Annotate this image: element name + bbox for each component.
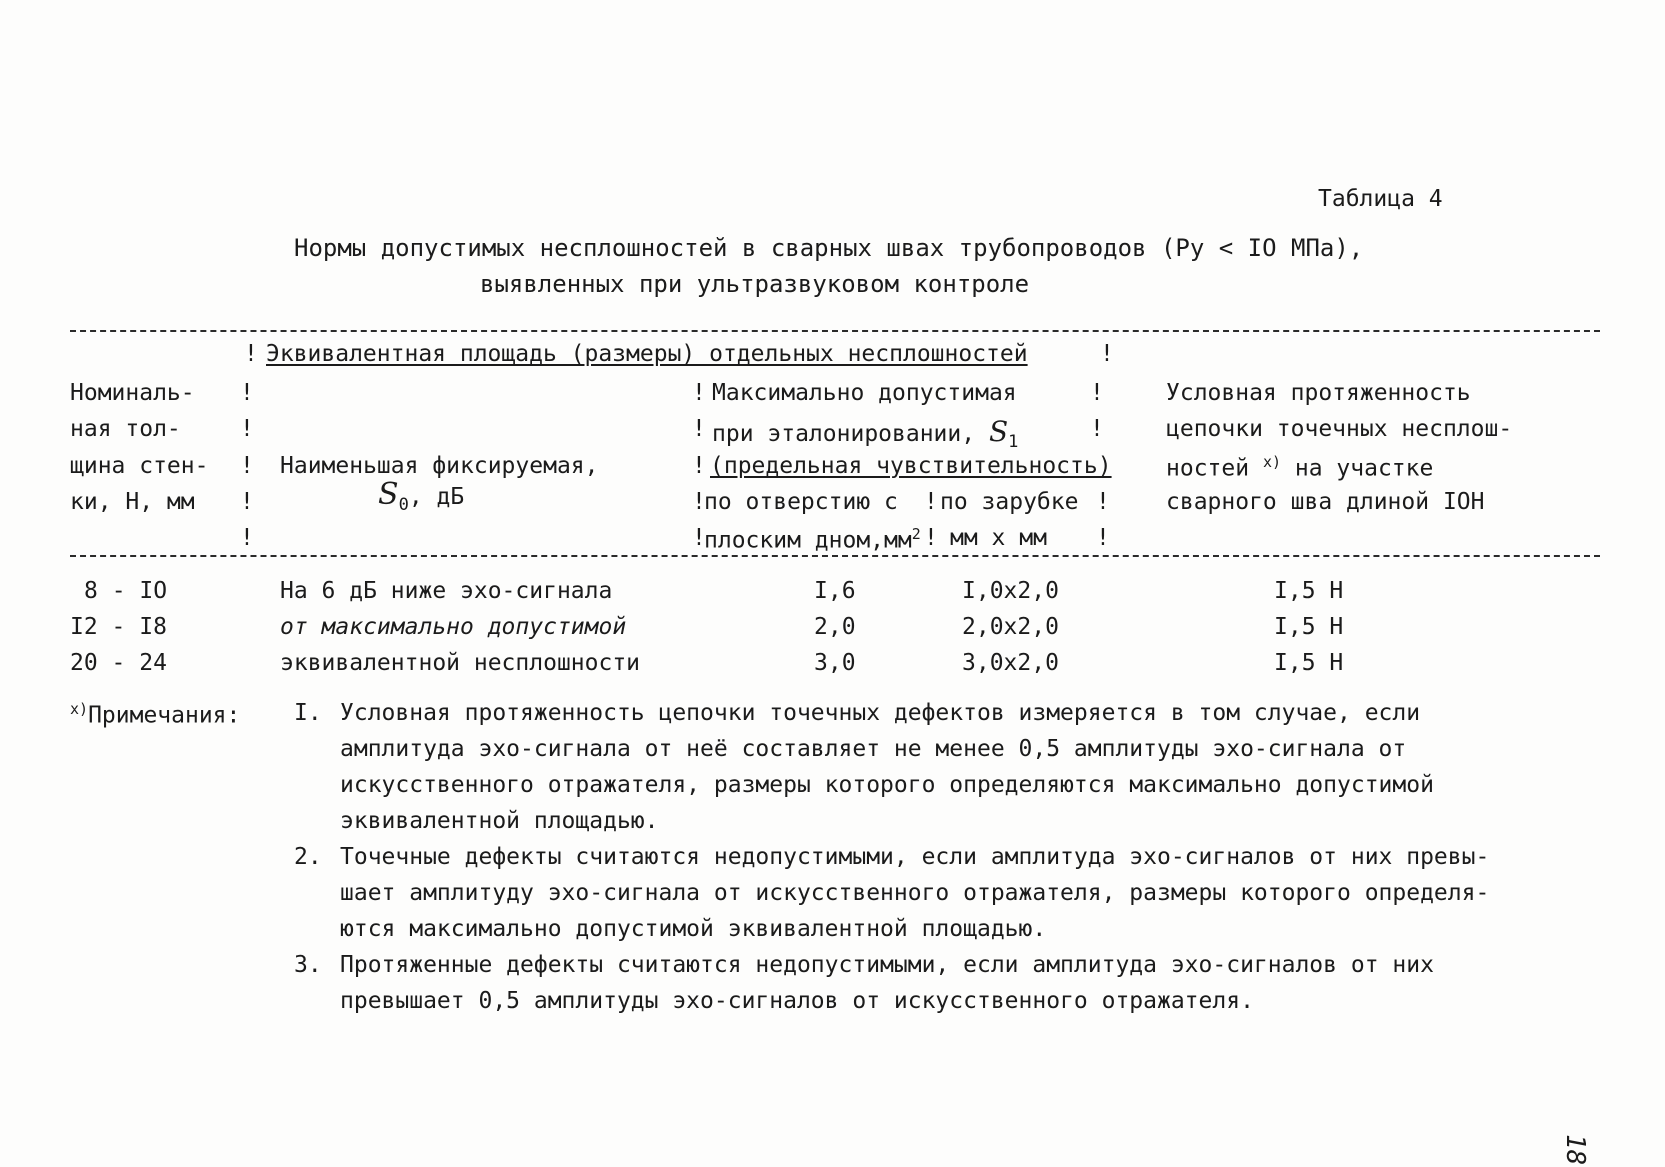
row-2-hole: 2,0 [814, 614, 856, 640]
note-2-line-3: ются максимально допустимой эквивалентной площадью. [340, 916, 1047, 942]
col4-header-line-2: цепочки точечных несплош- [1166, 416, 1513, 442]
row-2-desc: от максимально допустимой [280, 614, 627, 640]
col3-bar: ! [924, 525, 938, 551]
col3b-header-line-2: мм х мм [950, 525, 1047, 551]
row-1-notch: I,0x2,0 [962, 578, 1059, 604]
notes-label-text: Примечания: [88, 702, 241, 729]
note-1-line-1: Условная протяженность цепочки точечных дефектов измеряется в том случае, если [340, 700, 1421, 726]
s1-subscript: 1 [1008, 432, 1019, 452]
col-separator-bar: ! [240, 380, 254, 406]
table-number-label: Таблица 4 [1318, 186, 1443, 212]
col3-bar: ! [924, 489, 938, 515]
note-2-number: 2. [294, 844, 322, 870]
row-3-desc: эквивалентной несплошности [280, 650, 641, 676]
row-3-length: I,5 H [1274, 650, 1344, 676]
row-3-notch: 3,0x2,0 [962, 650, 1059, 676]
col-separator-bar: ! [240, 416, 254, 442]
col3-bar: ! [692, 453, 706, 479]
note-3-line-2: превышает 0,5 амплитуды эхо-сигналов от искусственного отражателя. [340, 988, 1254, 1014]
group-header-bar-left: ! [244, 341, 258, 367]
col-separator-bar: ! [240, 453, 254, 479]
col4-header-line-4: сварного шва длиной IOH [1166, 489, 1485, 515]
col1-header-line-1: Номиналь- [70, 380, 195, 406]
row-3-thickness: 20 - 24 [70, 650, 167, 676]
mm2-superscript: 2 [911, 525, 921, 543]
note-1-line-3: искусственного отражателя, размеры которого определяются максимально допустимой [340, 772, 1434, 798]
col3-header-line-1: Максимально допустимая [712, 380, 1017, 406]
col2-header-text: Наименьшая фиксируемая, [280, 453, 599, 479]
table-header-rule [70, 555, 1600, 557]
col3b-header-line-1: по зарубке [940, 489, 1079, 515]
row-2-notch: 2,0x2,0 [962, 614, 1059, 640]
row-3-hole: 3,0 [814, 650, 856, 676]
col1-header-line-4: ки, Н, мм [70, 489, 195, 515]
row-2-thickness: I2 - I8 [70, 614, 167, 640]
col2-header-symbol [378, 477, 465, 515]
note-1-number: I. [294, 700, 322, 726]
note-2-line-1: Точечные дефекты считаются недопустимыми, если амплитуда эхо-сигналов от них превы- [340, 844, 1490, 870]
note-2-line-2: шает амплитуду эхо-сигнала от искусственного отражателя, размеры которого определя- [340, 880, 1490, 906]
col3-bar: ! [692, 416, 706, 442]
row-1-desc: На 6 дБ ниже эхо-сигнала [280, 578, 613, 604]
col3-bar: ! [1090, 416, 1104, 442]
col1-header-line-3: щина стен- [70, 453, 209, 479]
col4-line-3b: на участке [1294, 455, 1434, 482]
table-top-rule [70, 330, 1600, 332]
col3a-header-line-1: по отверстию с [704, 489, 898, 515]
table-title-line-1: Нормы допустимых несплошностей в сварных швах трубопроводов (Ру < IO МПа), [294, 234, 1364, 262]
col4-footnote-mark: x) [1262, 453, 1282, 471]
col3-bar: ! [1096, 489, 1110, 515]
col3-header-line-3: (предельная чувствительность) [710, 453, 1112, 479]
col-separator-bar: ! [240, 525, 254, 551]
s0-subscript: 0 [398, 495, 409, 515]
row-1-hole: I,6 [814, 578, 856, 604]
group-header-bar-right: ! [1100, 341, 1114, 367]
s1-symbol: S [988, 415, 1009, 448]
col3a-line-2-text: плоским дном,мм [704, 527, 912, 554]
col3-bar: ! [692, 525, 706, 551]
col-separator-bar: ! [240, 489, 254, 515]
notes-footnote-mark: x) [70, 700, 89, 718]
col3-header-line-2 [712, 415, 1019, 452]
s0-symbol: S [378, 477, 399, 512]
note-1-line-4: эквивалентной площадью. [340, 808, 659, 834]
notes-label [70, 702, 240, 728]
col4-line-3a: ностей [1166, 455, 1250, 482]
page-number: 18 [1560, 1134, 1590, 1166]
note-3-line-1: Протяженные дефекты считаются недопустимыми, если амплитуда эхо-сигналов от них [340, 952, 1434, 978]
col3-bar: ! [1090, 380, 1104, 406]
col1-header-line-2: ная тол- [70, 416, 181, 442]
table-title-line-2: выявленных при ультразвуковом контроле [480, 270, 1030, 298]
note-3-number: 3. [294, 952, 322, 978]
row-1-thickness: 8 - IO [84, 578, 168, 604]
col3-bar: ! [1096, 525, 1110, 551]
col3-bar: ! [692, 489, 706, 515]
s0-unit: , дБ [408, 484, 465, 510]
row-1-length: I,5 H [1274, 578, 1344, 604]
col4-header-line-3 [1166, 455, 1433, 481]
col3-bar: ! [692, 380, 706, 406]
col4-header-line-1: Условная протяженность [1166, 380, 1471, 406]
row-2-length: I,5 H [1274, 614, 1344, 640]
note-1-line-2: амплитуда эхо-сигнала от неё составляет не менее 0,5 амплитуды эхо-сигнала от [340, 736, 1407, 762]
col3a-header-line-2 [704, 527, 921, 553]
col3-line-2-text: при эталонировании, [712, 421, 976, 447]
group-header: Эквивалентная площадь (размеры) отдельных несплошностей [266, 341, 1028, 367]
